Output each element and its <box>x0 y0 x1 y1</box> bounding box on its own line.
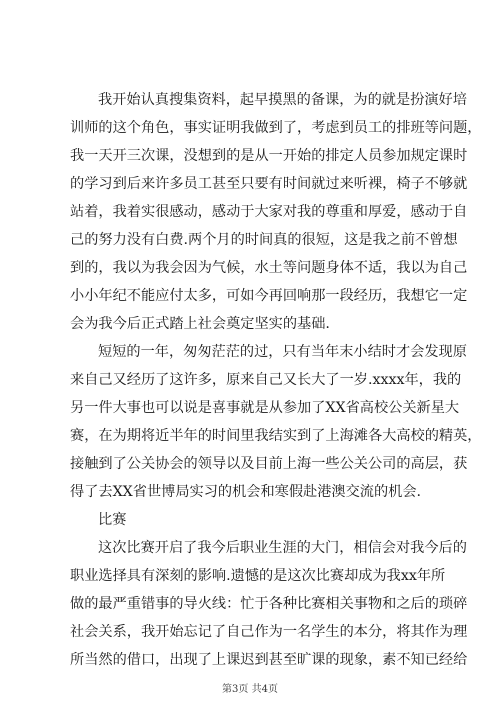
text-line: 接触到了公关协会的领导以及目前上海一些公关公司的高层，获 <box>70 456 468 472</box>
document-body <box>70 86 482 674</box>
text-line: 己的努力没有白费.两个月的时间真的很短，这是我之前不曾想 <box>70 232 458 248</box>
text-line: 训师的这个角色，事实证明我做到了，考虑到员工的排班等问题， <box>70 120 482 136</box>
paragraph-2 <box>70 338 482 506</box>
text-line: 做的最严重错事的导火线：忙于各种比赛相关事物和之后的琐碎 <box>70 596 468 612</box>
paragraph-1 <box>70 86 482 338</box>
paragraph-3 <box>70 534 468 674</box>
text-line: 这次比赛开启了我今后职业生涯的大门，相信会对我今后的 <box>98 540 467 556</box>
text-line: 会为我今后正式踏上社会奠定坚实的基础. <box>70 316 330 332</box>
text-line: 站着，我着实很感动，感动于大家对我的尊重和厚爱，感动于自 <box>70 204 468 220</box>
page-number: 第3页 共4页 <box>222 684 278 695</box>
text-line: 另一件大事也可以说是喜事就是从参加了XX省高校公关新星大 <box>70 400 460 416</box>
text-line: 短短的一年，匆匆茫茫的过，只有当年末小结时才会发现原 <box>98 344 467 360</box>
section-heading: 比赛 <box>98 512 127 528</box>
text-line: 得了去XX省世博局实习的机会和寒假赴港澳交流的机会. <box>70 484 422 500</box>
text-line: 我开始认真搜集资料，起早摸黑的备课，为的就是扮演好培 <box>98 92 467 108</box>
text-line: 到的，我以为我会因为气候，水土等问题身体不适，我以为自己 <box>70 260 468 276</box>
text-line: 小小年纪不能应付太多，可如今再回响那一段经历，我想它一定 <box>70 288 468 304</box>
text-line: 来自己又经历了这许多，原来自己又长大了一岁.xxxx年，我的 <box>70 372 462 388</box>
text-line: 的学习到后来许多员工甚至只要有时间就过来听裸，椅子不够就 <box>70 176 468 192</box>
text-line: 我一天开三次课，没想到的是从一开始的排定人员参加规定课时 <box>70 148 468 164</box>
text-line: 职业选择具有深刻的影响.遗憾的是这次比赛却成为我xx年所 <box>70 568 446 584</box>
text-line: 社会关系，我开始忘记了自己作为一名学生的本分，将其作为理 <box>70 624 468 640</box>
text-line: 赛，在为期将近半年的时间里我结实到了上海滩各大高校的精英， <box>70 428 482 444</box>
text-line: 所当然的借口，出现了上课迟到甚至旷课的现象，素不知已经给 <box>70 652 468 668</box>
